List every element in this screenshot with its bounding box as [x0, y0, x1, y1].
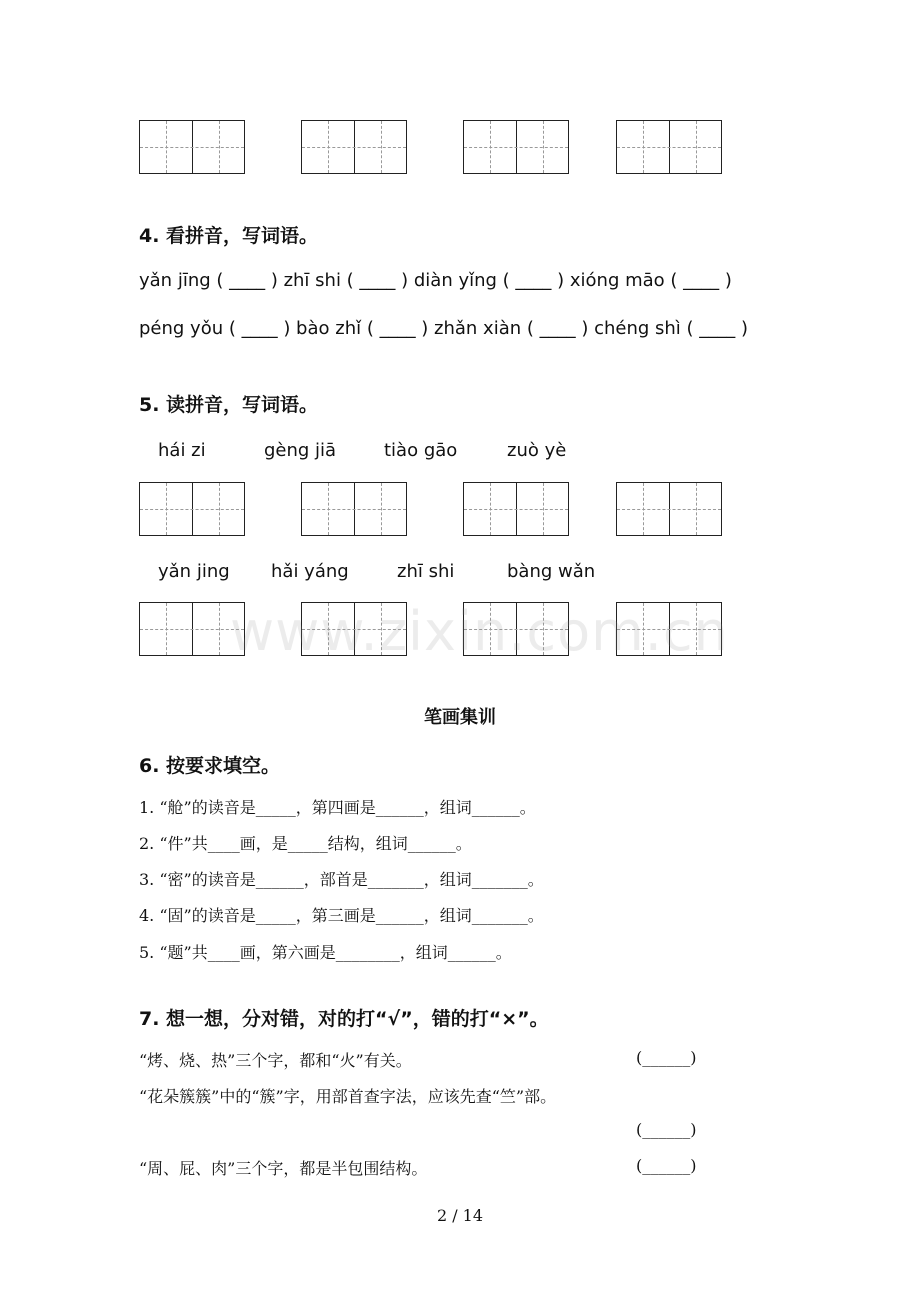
section4-row2: péng yǒu ( ____ ) bào zhǐ ( ____ ) zhǎn xiàn ( ____ ) chéng shì ( ____ ): [139, 318, 749, 339]
writing-grid[interactable]: [301, 482, 407, 536]
pinyin-label: tiào gāo: [384, 440, 458, 461]
section4-heading: 4. 看拼音，写词语。: [139, 225, 319, 247]
fill-item: 2. “件”共____画，是_____结构，组词______。: [139, 834, 472, 853]
page-number: 2 / 14: [436, 1206, 484, 1225]
section7-heading: 7. 想一想，分对错，对的打“√”，错的打“×”。: [139, 1008, 549, 1030]
fill-item: 4. “固”的读音是_____，第三画是______，组词_______。: [139, 906, 544, 925]
true-false-item: “花朵簇簇”中的“簇”字，用部首查字法，应该先查“竺”部。: [139, 1087, 557, 1106]
center-title: 笔画集训: [424, 707, 496, 728]
pinyin-label: hái zi: [158, 440, 206, 461]
answer-parentheses[interactable]: (______): [636, 1048, 697, 1067]
section5-heading: 5. 读拼音，写词语。: [139, 394, 319, 416]
section6-heading: 6. 按要求填空。: [139, 755, 281, 777]
fill-item: 5. “题”共____画，第六画是________，组词______。: [139, 943, 512, 962]
pinyin-label: bàng wǎn: [507, 561, 596, 582]
pinyin-label: gèng jiā: [264, 440, 337, 461]
answer-parentheses[interactable]: (______): [636, 1120, 697, 1139]
true-false-item: “烤、烧、热”三个字，都和“火”有关。: [139, 1051, 412, 1070]
watermark: www.zixin.com.cn: [230, 600, 729, 663]
pinyin-label: hǎi yáng: [271, 561, 349, 582]
pinyin-label: zhī shi: [397, 561, 455, 582]
writing-grid[interactable]: [616, 482, 722, 536]
writing-grid[interactable]: [463, 482, 569, 536]
true-false-item: “周、屁、肉”三个字，都是半包围结构。: [139, 1159, 428, 1178]
answer-parentheses[interactable]: (______): [636, 1156, 697, 1175]
fill-item: 1. “舱”的读音是_____，第四画是______，组词______。: [139, 798, 536, 817]
fill-item: 3. “密”的读音是______，部首是_______，组词_______。: [139, 870, 544, 889]
pinyin-label: yǎn jing: [158, 561, 230, 582]
writing-grid-top-2: [301, 120, 407, 174]
writing-grid-top-4: [616, 120, 722, 174]
pinyin-label: zuò yè: [507, 440, 567, 461]
writing-grid-top-3: [463, 120, 569, 174]
section4-row1: yǎn jīng ( ____ ) zhī shi ( ____ ) diàn yǐng ( ____ ) xióng māo ( ____ ): [139, 270, 732, 291]
writing-grid[interactable]: [139, 482, 245, 536]
writing-grid-top-1: [139, 120, 245, 174]
